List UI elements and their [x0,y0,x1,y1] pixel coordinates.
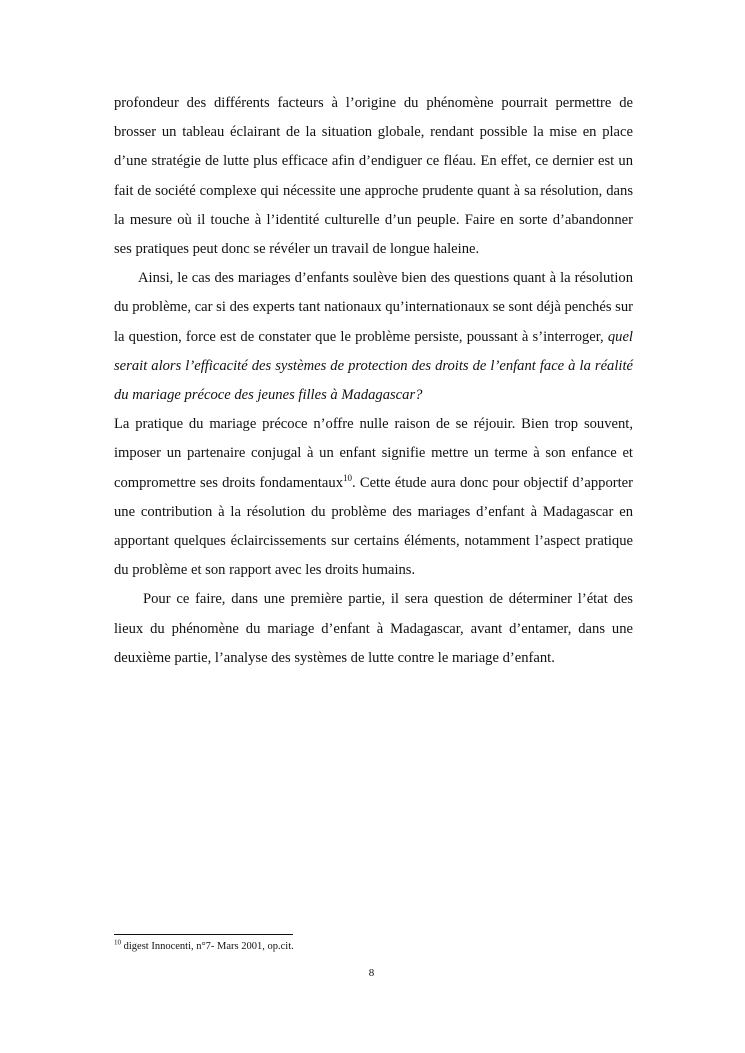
page-number-value: 8 [368,967,375,979]
paragraph-3-text-after: . Cette étude aura donc pour objectif d’apporter une contribution à la résolution du problème des mariages d’enfant à Madagascar en apportant quelques éclaircissements sur certains éléments, notamment l’aspect pratique du problème et son rapport avec les droits humains. [114,474,633,579]
footnote-reference[interactable]: 10 [343,472,352,483]
page-number [0,966,745,980]
research-question: quel serait alors l’efficacité des systèmes de protection des droits de l’enfant face à la réalité du mariage précoce des jeunes filles à Madagascar? [114,328,633,404]
paragraph-3-text-before: La pratique du mariage précoce n’offre nulle raison de se réjouir. Bien trop souvent, imposer un partenaire conjugal à un enfant signifie mettre un terme à son enfance et compromettre ses droits fondamentaux [114,416,633,491]
paragraph-2 [114,264,633,410]
paragraph-1: profondeur des différents facteurs à l’origine du phénomène pourrait permettre de brosser un tableau éclairant de la situation globale, rendant possible la mise en place d’une stratégie de lutte plus efficace afin d’endiguer ce fléau. En effet, ce dernier est un fait de société complexe qui nécessite une approche prudente quant à sa résolution, dans la mesure où il touche à l’identité culturelle d’un peuple. Faire en sorte d’abandonner ses pratiques peut donc se révéler un travail de longue haleine. [114,95,633,258]
footnote-number: 10 [114,938,121,947]
paragraph-2-text: Ainsi, le cas des mariages d’enfants soulève bien des questions quant à la résolution du problème, car si des experts tant nationaux qu’internationaux se sont déjà penchés sur la question, force est de constater que le problème persiste, poussant à s’interroger, [114,270,633,345]
footnote-separator [114,934,293,935]
body-text [114,89,633,673]
paragraph-3 [114,410,633,585]
footnote [114,940,633,954]
footnote-text: digest Innocenti, n°7- Mars 2001, op.cit. [121,941,294,952]
paragraph-4: Pour ce faire, dans une première partie, il sera question de déterminer l’état des lieux du phénomène du mariage d’enfant à Madagascar, avant d’entamer, dans une deuxième partie, l’analyse des systèmes de lutte contre le mariage d’enfant. [114,591,633,666]
